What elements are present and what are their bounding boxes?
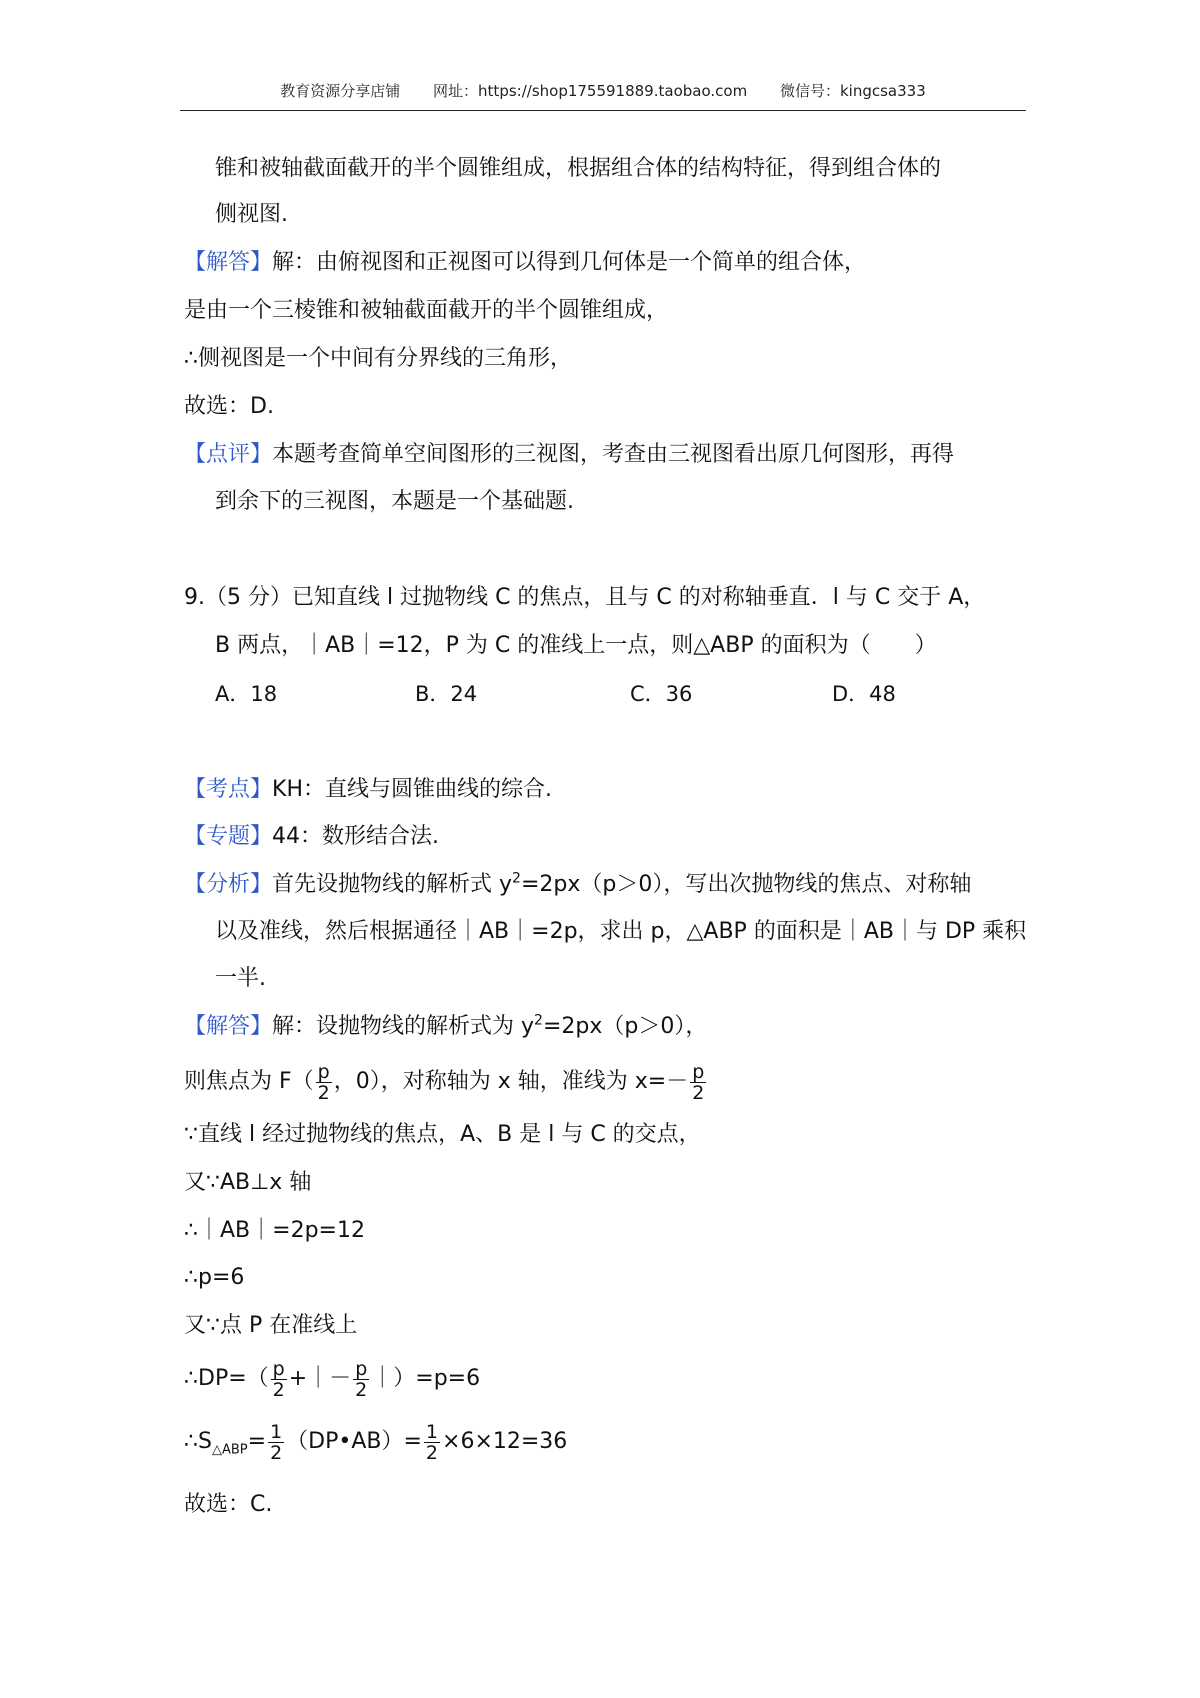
focus-line: 则焦点为 F（ $\frac{p}{2}$ ，0），对称轴为 x 轴，准线为 x=－ $\frac{p}{2}$ <box>184 1060 705 1104</box>
knowledge-tag: 【考点】 <box>184 777 273 802</box>
fraction: $\frac{1}{2}$ <box>270 1420 283 1464</box>
prev-solution-line: ∴侧视图是一个中间有分界线的三角形， <box>184 346 572 371</box>
fraction: $\frac{p}{2}$ <box>317 1060 330 1104</box>
fraction: $\frac{p}{2}$ <box>692 1060 705 1104</box>
area-line: $\therefore S_{\triangle ABP}=$ $\frac{1}{2}$ （DP•AB）= $\frac{1}{2}$ ×6×12=36 <box>184 1420 568 1464</box>
prev-answer: 故选：D. <box>184 394 274 419</box>
prev-solution-line: 【解答】解：由俯视图和正视图可以得到几何体是一个简单的组合体， <box>184 250 867 275</box>
wechat-id: 微信号：kingcsa333 <box>779 82 926 100</box>
final-answer: 故选：C. <box>184 1492 273 1517</box>
analysis-line: 以及准线，然后根据通径｜AB｜=2p，求出 p，△ABP 的面积是｜AB｜与 DP 乘积 <box>215 919 1027 944</box>
question-9-stem: B 两点，｜AB｜=12，P 为 C 的准线上一点，则△ABP 的面积为（ ） <box>215 633 937 658</box>
fraction: $\frac{p}{2}$ <box>272 1357 285 1401</box>
solution-tag: 【解答】 <box>184 1014 273 1039</box>
prev-comment-line: 到余下的三视图，本题是一个基础题. <box>215 489 574 514</box>
shop-url[interactable]: 网址：https://shop175591889.taobao.com <box>433 82 748 100</box>
analysis-tag: 【分析】 <box>184 872 273 897</box>
solution-line: ∵直线 l 经过抛物线的焦点，A、B 是 l 与 C 的交点， <box>184 1122 701 1147</box>
knowledge-point: 【考点】KH：直线与圆锥曲线的综合. <box>184 777 552 802</box>
question-9-stem: 9.（5 分）已知直线 l 过抛物线 C 的焦点，且与 C 的对称轴垂直．l 与 C 交于 A， <box>184 585 986 610</box>
solution-line: ∴｜AB｜=2p=12 <box>184 1218 365 1243</box>
option-a: A．18 <box>215 682 278 706</box>
prev-comment-line: 【点评】本题考查简单空间图形的三视图，考查由三视图看出原几何图形，再得 <box>184 442 955 467</box>
solution-line: ∴p=6 <box>184 1265 245 1290</box>
option-d: D．48 <box>832 682 896 706</box>
solution-line: 又∵AB⊥x 轴 <box>184 1170 312 1195</box>
comment-tag: 【点评】 <box>184 442 273 467</box>
page-header <box>180 80 1026 111</box>
option-c: C．36 <box>630 682 693 706</box>
solution-line: 【解答】解：设抛物线的解析式为 $y^2=2px(p>0)$， <box>184 1012 708 1039</box>
shop-name: 教育资源分享店铺 <box>280 82 401 100</box>
solution-line: 又∵点 P 在准线上 <box>184 1313 358 1338</box>
prev-analysis-line: 侧视图. <box>215 202 288 227</box>
prev-solution-line: 是由一个三棱锥和被轴截面截开的半个圆锥组成， <box>184 298 669 323</box>
analysis-line: 一半. <box>215 966 266 991</box>
analysis-line: 【分析】首先设抛物线的解析式 $y^2=2px(p>0)$，写出次抛物线的焦点、对称轴 <box>184 870 972 897</box>
prev-analysis-line: 锥和被轴截面截开的半个圆锥组成，根据组合体的结构特征，得到组合体的 <box>215 156 942 181</box>
fraction: $\frac{1}{2}$ <box>425 1420 439 1464</box>
solution-tag: 【解答】 <box>184 250 273 275</box>
topic: 【专题】44：数形结合法. <box>184 824 440 849</box>
option-b: B．24 <box>415 682 478 706</box>
topic-tag: 【专题】 <box>184 824 273 849</box>
dp-line: ∴DP=（ $\frac{p}{2}$ +｜－ $\frac{p}{2}$ ｜）=p=6 <box>184 1357 481 1401</box>
fraction: $\frac{p}{2}$ <box>355 1357 368 1401</box>
